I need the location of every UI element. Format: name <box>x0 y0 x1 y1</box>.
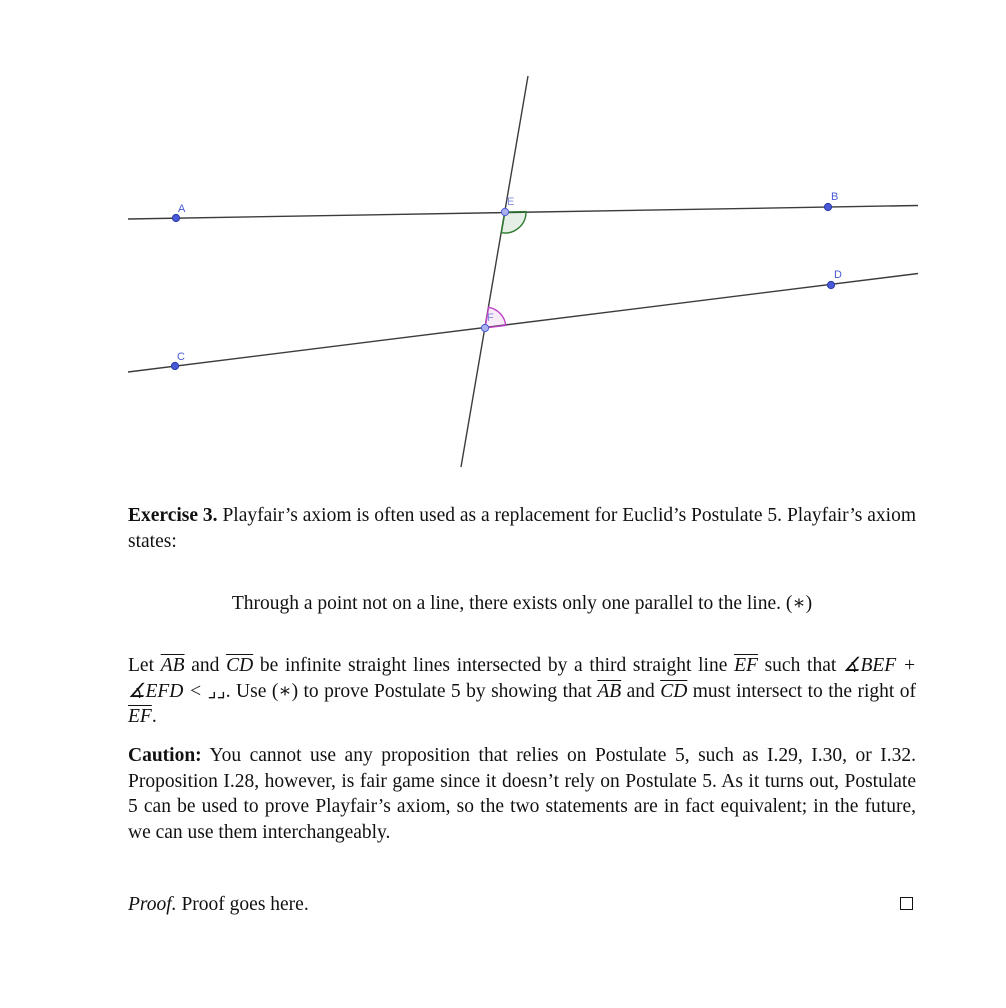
point-e <box>501 208 508 215</box>
task-text-1: be infinite straight lines intersected by a third straight line <box>259 655 728 676</box>
caution-heading: Caution: <box>128 745 202 766</box>
task-and-2: and <box>626 680 655 702</box>
point-f <box>481 324 488 331</box>
segment-cd: $\overline{CD}$ <box>226 655 254 676</box>
proof-paragraph <box>128 892 916 918</box>
label-b: B <box>831 191 839 203</box>
label-f: F <box>487 312 494 324</box>
label-e: E <box>507 196 515 208</box>
task-end: . <box>151 706 157 727</box>
proof-label: Proof. <box>128 894 177 915</box>
exercise-heading: Exercise 3. <box>128 505 218 526</box>
label-d: D <box>834 269 842 281</box>
segment-ab-2: $\overline{AB}$ <box>597 680 622 702</box>
angle-expression: ∡BEF + ∡EFD < <box>128 655 917 702</box>
qed-square-icon <box>900 897 913 910</box>
line-ef <box>461 76 528 467</box>
segment-ab: $\overline{AB}$ <box>160 655 185 676</box>
segment-ef-2: $\overline{EF}$ <box>128 706 152 727</box>
axiom-statement: Through a point not on a line, there exists only one parallel to the line. (∗) <box>231 593 813 614</box>
point-c <box>171 362 178 369</box>
exercise-paragraph <box>128 503 916 554</box>
point-a <box>172 214 179 221</box>
point-b <box>824 203 831 210</box>
segment-ef: $\overline{EF}$ <box>734 655 758 676</box>
geometry-figure <box>0 0 1006 480</box>
task-text-3: . Use (∗) to prove Postulate 5 by showing that <box>225 680 592 702</box>
proof-text: Proof goes here. <box>181 894 309 915</box>
line-cd <box>128 274 918 373</box>
exercise-text: Playfair’s axiom is often used as a replacement for Euclid’s Postulate 5. Playfair’s axiom states: <box>128 505 917 552</box>
caution-text: You cannot use any proposition that relies on Postulate 5, such as I.29, I.30, or I.32. Proposition I.28, however, is fair game since it doesn’t rely on Postulate 5. As it turns out, Postulate 5 can be used to prove Playfair’s axiom, so the two statements are in fact equivalent; in the future, we can use them interchangeably. <box>128 745 916 843</box>
label-c: C <box>177 351 185 363</box>
point-d <box>827 281 834 288</box>
segment-cd-2: $\overline{CD}$ <box>660 680 688 702</box>
task-and-1: and <box>191 655 220 676</box>
task-paragraph <box>128 653 916 730</box>
task-text-4: must intersect to the right of <box>692 680 917 702</box>
caution-paragraph <box>128 743 916 845</box>
task-let: Let <box>128 655 154 676</box>
task-text-2: such that <box>764 655 837 676</box>
label-a: A <box>178 203 186 215</box>
right-angles-symbol: ⌟⌟ <box>207 680 226 702</box>
